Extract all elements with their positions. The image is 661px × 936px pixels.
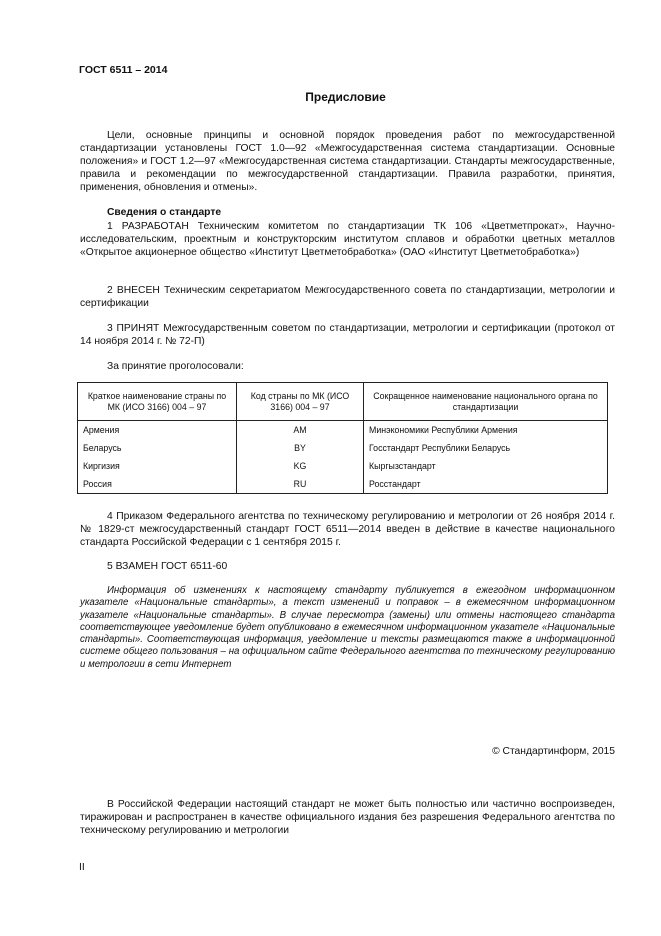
column-header-country: Краткое наименование страны по МК (ИСО 3166) 004 – 97 (78, 383, 237, 421)
standard-info-heading: Сведения о стандарте (107, 207, 222, 218)
cell-code: RU (237, 475, 364, 494)
column-header-code: Код страны по МК (ИСО 3166) 004 – 97 (237, 383, 364, 421)
page-title-text: Предисловие (305, 90, 386, 104)
cell-national-body: Госстандарт Республики Беларусь (364, 439, 608, 457)
information-notice: Информация об изменениях к настоящему стандарту публикуется в ежегодном информационном указателе «Национальные стандарты», а текст изменений и поправок – в ежемесячном информационном указателе «Национальные стандарты». В случае пересмотра (замены) или отмены настоящего стандарта соответствующее уведомление будет опубликовано в ежемесячном информационном указателе «Национальные стандарты». Соответствующая информация, уведомление и тексты размещаются также в информационной системе общего пользования – на официальном сайте Федерального агентства по техническому регулированию и метрологии в сети Интернет (80, 585, 615, 670)
cell-country: Армения (78, 421, 237, 440)
table-row (78, 457, 608, 475)
cell-code: AM (237, 421, 364, 440)
reproduction-notice: В Российской Федерации настоящий стандарт не может быть полностью или частично воспроизведен, тиражирован и распространен в качестве официального издания без разрешения Федерального агентства по техническому регулированию и метрологии (80, 799, 615, 836)
table-row (78, 421, 608, 440)
column-header-national-body: Сокращенное наименование национального органа по стандартизации (364, 383, 608, 421)
table-row (78, 439, 608, 457)
item-3-adopted: 3 ПРИНЯТ Межгосударственным советом по стандартизации, метрологии и сертификации (протокол от 14 ноября 2014 г. № 72-П) (80, 323, 615, 347)
cell-code: KG (237, 457, 364, 475)
copyright: © Стандартинформ, 2015 (492, 746, 615, 757)
intro-paragraph: Цели, основные принципы и основной порядок проведения работ по межгосударственной стандартизации установлены ГОСТ 1.0—92 «Межгосударственная система стандартизации. Основные положения» и ГОСТ 1.2—97 «Межгосударственная система стандартизации. Стандарты межгосударственные, правила и рекомендации по межгосударственной стандартизации. Правила разработки, принятия, применения, обновления и отмены». (80, 130, 615, 193)
table-header-row (78, 383, 608, 421)
cell-national-body: Минэкономики Республики Армения (364, 421, 608, 440)
document-code: ГОСТ 6511 – 2014 (79, 64, 168, 76)
item-2-introduced: 2 ВНЕСЕН Техническим секретариатом Межгосударственного совета по стандартизации, метрологии и сертификации (80, 285, 615, 309)
cell-country: Россия (78, 475, 237, 494)
voted-label: За принятие проголосовали: (107, 361, 244, 372)
item-5-replaces: 5 ВЗАМЕН ГОСТ 6511-60 (107, 561, 228, 572)
cell-national-body: Кыргызстандарт (364, 457, 608, 475)
item-4-enactment: 4 Приказом Федерального агентства по техническому регулированию и метрологии от 26 ноября 2014 г. № 1829-ст межгосударственный стандарт ГОСТ 6511—2014 введен в действие в качестве национального стандарта Российской Федерации с 1 сентября 2015 г. (80, 511, 615, 548)
table-row (78, 475, 608, 494)
item-1-developed: 1 РАЗРАБОТАН Техническим комитетом по стандартизации ТК 106 «Цветметпрокат», Научно-исследовательским, проектным и конструкторским институтом сплавов и обработки цветных металлов «Открытое акционерное общество «Институт Цветметобработка» (ОАО «Институт Цветметобработка») (80, 221, 615, 258)
cell-country: Киргизия (78, 457, 237, 475)
member-states-table (77, 382, 608, 494)
cell-code: BY (237, 439, 364, 457)
page-title (0, 90, 661, 104)
page-number: II (79, 862, 85, 873)
cell-national-body: Росстандарт (364, 475, 608, 494)
cell-country: Беларусь (78, 439, 237, 457)
